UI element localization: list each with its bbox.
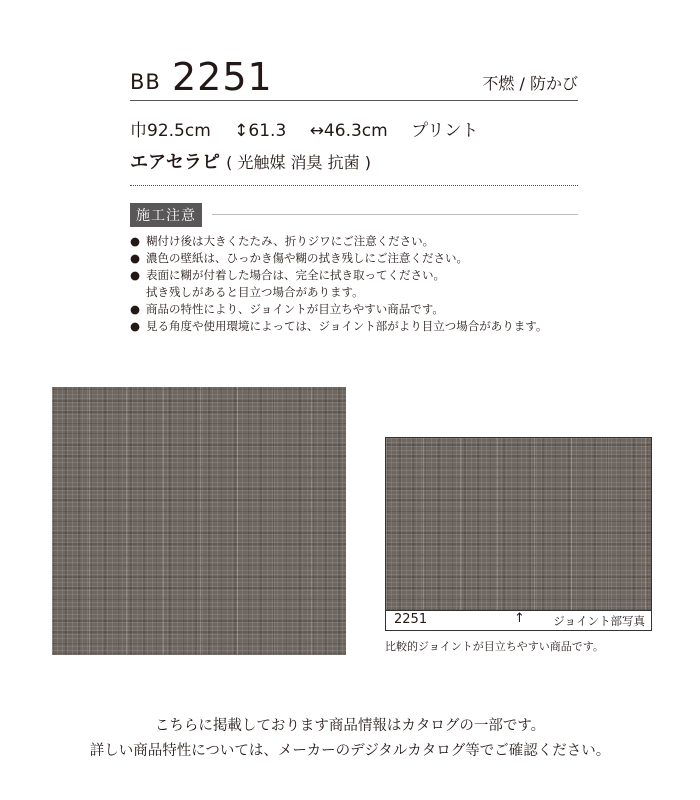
brand-code: BB <box>130 70 161 94</box>
footer-line-1: こちらに掲載しております商品情報はカタログの一部です。 <box>154 718 546 734</box>
bullet-icon: ● <box>130 302 141 316</box>
caution-list <box>130 233 547 335</box>
list-item <box>130 233 547 250</box>
list-item <box>130 318 547 335</box>
spec-line <box>130 116 496 141</box>
caution-heading: 施工注意 <box>130 203 202 227</box>
caution-divider <box>212 214 578 215</box>
dotted-divider <box>130 185 578 186</box>
feature-line <box>130 148 371 174</box>
up-arrow-icon: ↑ <box>514 611 525 626</box>
spec-type: プリント <box>411 121 479 141</box>
product-number: 2251 <box>172 55 273 99</box>
joint-note: 比較的ジョイントが目立ちやすい商品です。 <box>385 640 604 653</box>
joint-photo-label <box>385 610 652 631</box>
caution-text: 表面に糊が付着した場合は、完全に拭き取ってください。 <box>146 268 445 282</box>
wallpaper-swatch-image <box>52 387 346 655</box>
caution-text-continued: 拭き残しがあると目立つ場合があります。 <box>146 285 364 299</box>
bullet-icon: ● <box>130 268 141 282</box>
feature-name: エアセラピ <box>130 152 220 173</box>
joint-photo-caption: ジョイント部写真 <box>553 614 645 628</box>
spec-horizontal-repeat: ↔46.3cm <box>309 121 388 141</box>
bullet-icon: ● <box>130 234 141 248</box>
caution-text: 商品の特性により、ジョイントが目立ちやすい商品です。 <box>146 302 444 316</box>
feature-detail: ( 光触媒 消臭 抗菌 ) <box>226 153 371 172</box>
footer-line-2: 詳しい商品特性については、メーカーのデジタルカタログ等でご確認ください。 <box>89 743 611 759</box>
spec-width: 巾92.5cm <box>130 121 211 141</box>
caution-text: 見る角度や使用環境によっては、ジョイント部がより目立つ場合があります。 <box>146 319 548 333</box>
spec-vertical-repeat: ↕61.3 <box>234 121 287 141</box>
joint-photo-number: 2251 <box>394 612 428 627</box>
list-item <box>130 250 547 267</box>
list-item <box>130 267 547 301</box>
header-divider <box>130 100 578 101</box>
caution-text: 糊付け後は大きくたたみ、折りジワにご注意ください。 <box>146 234 435 248</box>
bullet-icon: ● <box>130 319 141 333</box>
performance-tag: 不燃 / 防かび <box>482 74 578 93</box>
caution-text: 濃色の壁紙は、ひっかき傷や糊の拭き残しにご注意ください。 <box>146 251 468 265</box>
joint-photo-image <box>385 437 652 611</box>
list-item <box>130 301 547 318</box>
bullet-icon: ● <box>130 251 141 265</box>
